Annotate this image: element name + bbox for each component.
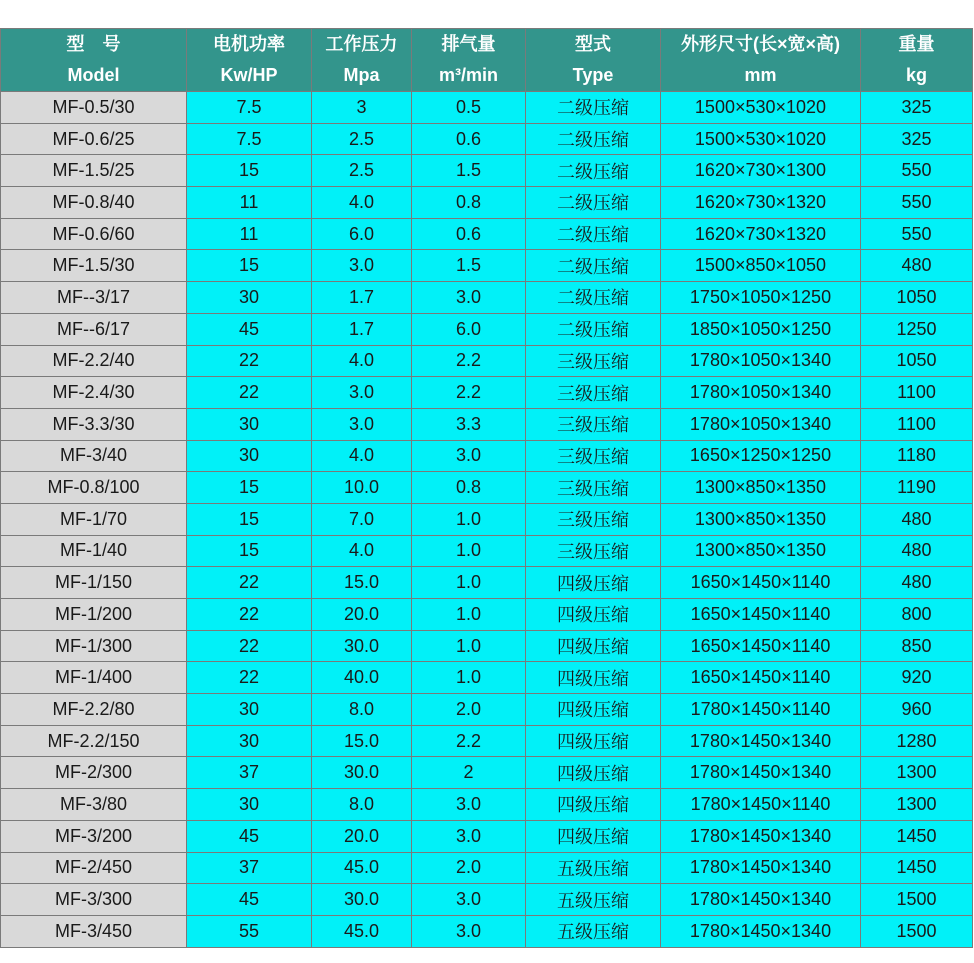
cell-dimensions: 1620×730×1320 — [661, 218, 861, 250]
cell-weight: 800 — [861, 599, 973, 631]
table-row — [1, 282, 973, 314]
cell-working-pressure: 1.7 — [312, 313, 412, 345]
cell-air-displacement: 1.5 — [412, 155, 526, 187]
cell-motor-power: 22 — [187, 630, 312, 662]
table-row — [1, 503, 973, 535]
cell-type: 四级压缩 — [526, 757, 661, 789]
cell-weight: 1300 — [861, 789, 973, 821]
cell-motor-power: 11 — [187, 218, 312, 250]
cell-air-displacement: 0.6 — [412, 123, 526, 155]
table-row — [1, 440, 973, 472]
cell-air-displacement: 2.2 — [412, 345, 526, 377]
cell-weight: 1100 — [861, 377, 973, 409]
cell-type: 二级压缩 — [526, 282, 661, 314]
cell-motor-power: 45 — [187, 884, 312, 916]
cell-dimensions: 1780×1050×1340 — [661, 345, 861, 377]
cell-type: 四级压缩 — [526, 694, 661, 726]
cell-model: MF-2.2/150 — [1, 725, 187, 757]
cell-motor-power: 7.5 — [187, 92, 312, 124]
cell-weight: 1250 — [861, 313, 973, 345]
cell-type: 二级压缩 — [526, 123, 661, 155]
cell-working-pressure: 3.0 — [312, 408, 412, 440]
cell-model: MF-2.2/80 — [1, 694, 187, 726]
cell-model: MF-1/200 — [1, 599, 187, 631]
cell-dimensions: 1780×1450×1140 — [661, 789, 861, 821]
cell-dimensions: 1620×730×1300 — [661, 155, 861, 187]
cell-motor-power: 11 — [187, 187, 312, 219]
cell-type: 四级压缩 — [526, 820, 661, 852]
cell-weight: 480 — [861, 250, 973, 282]
table-row — [1, 884, 973, 916]
cell-dimensions: 1780×1450×1340 — [661, 884, 861, 916]
cell-working-pressure: 20.0 — [312, 599, 412, 631]
cell-model: MF-2.4/30 — [1, 377, 187, 409]
header-working-pressure — [312, 29, 412, 92]
table-row — [1, 694, 973, 726]
cell-working-pressure: 10.0 — [312, 472, 412, 504]
cell-model: MF-3/40 — [1, 440, 187, 472]
cell-air-displacement: 2.0 — [412, 852, 526, 884]
cell-weight: 920 — [861, 662, 973, 694]
cell-working-pressure: 15.0 — [312, 567, 412, 599]
cell-model: MF-2.2/40 — [1, 345, 187, 377]
cell-air-displacement: 1.0 — [412, 535, 526, 567]
cell-dimensions: 1780×1450×1340 — [661, 915, 861, 947]
cell-air-displacement: 6.0 — [412, 313, 526, 345]
cell-type: 三级压缩 — [526, 408, 661, 440]
cell-working-pressure: 3.0 — [312, 377, 412, 409]
table-row — [1, 789, 973, 821]
cell-motor-power: 30 — [187, 725, 312, 757]
cell-weight: 1450 — [861, 820, 973, 852]
cell-weight: 480 — [861, 535, 973, 567]
cell-model: MF-3/450 — [1, 915, 187, 947]
table-row — [1, 915, 973, 947]
cell-type: 四级压缩 — [526, 662, 661, 694]
cell-type: 四级压缩 — [526, 725, 661, 757]
cell-model: MF-1/40 — [1, 535, 187, 567]
cell-air-displacement: 3.3 — [412, 408, 526, 440]
cell-dimensions: 1300×850×1350 — [661, 503, 861, 535]
cell-type: 二级压缩 — [526, 155, 661, 187]
cell-model: MF-2/450 — [1, 852, 187, 884]
cell-dimensions: 1750×1050×1250 — [661, 282, 861, 314]
cell-working-pressure: 1.7 — [312, 282, 412, 314]
cell-dimensions: 1500×530×1020 — [661, 92, 861, 124]
cell-dimensions: 1650×1250×1250 — [661, 440, 861, 472]
cell-motor-power: 15 — [187, 503, 312, 535]
cell-motor-power: 22 — [187, 599, 312, 631]
cell-working-pressure: 4.0 — [312, 440, 412, 472]
cell-type: 二级压缩 — [526, 92, 661, 124]
cell-air-displacement: 2.0 — [412, 694, 526, 726]
cell-weight: 1300 — [861, 757, 973, 789]
cell-air-displacement: 3.0 — [412, 820, 526, 852]
cell-working-pressure: 30.0 — [312, 757, 412, 789]
table-row — [1, 345, 973, 377]
header-model-en: Model — [67, 65, 120, 85]
table-row — [1, 567, 973, 599]
cell-air-displacement: 2 — [412, 757, 526, 789]
cell-type: 四级压缩 — [526, 599, 661, 631]
table-row — [1, 852, 973, 884]
cell-motor-power: 22 — [187, 567, 312, 599]
cell-motor-power: 7.5 — [187, 123, 312, 155]
cell-air-displacement: 0.6 — [412, 218, 526, 250]
cell-weight: 1050 — [861, 345, 973, 377]
cell-working-pressure: 4.0 — [312, 535, 412, 567]
cell-model: MF-0.5/30 — [1, 92, 187, 124]
table-row — [1, 630, 973, 662]
cell-weight: 480 — [861, 567, 973, 599]
cell-air-displacement: 1.0 — [412, 630, 526, 662]
cell-dimensions: 1650×1450×1140 — [661, 630, 861, 662]
header-row — [1, 29, 973, 92]
header-air-displacement-zh: 排气量 — [441, 34, 496, 54]
cell-dimensions: 1650×1450×1140 — [661, 599, 861, 631]
cell-air-displacement: 0.8 — [412, 187, 526, 219]
cell-type: 二级压缩 — [526, 218, 661, 250]
cell-dimensions: 1500×850×1050 — [661, 250, 861, 282]
cell-air-displacement: 1.0 — [412, 503, 526, 535]
table-body — [1, 92, 973, 948]
cell-air-displacement: 1.5 — [412, 250, 526, 282]
header-weight — [861, 29, 973, 92]
cell-weight: 850 — [861, 630, 973, 662]
cell-dimensions: 1780×1450×1340 — [661, 725, 861, 757]
header-weight-zh: 重量 — [898, 34, 935, 54]
cell-air-displacement: 3.0 — [412, 915, 526, 947]
cell-type: 三级压缩 — [526, 440, 661, 472]
cell-model: MF--3/17 — [1, 282, 187, 314]
cell-weight: 1500 — [861, 915, 973, 947]
table-row — [1, 535, 973, 567]
cell-model: MF-1/150 — [1, 567, 187, 599]
cell-air-displacement: 0.5 — [412, 92, 526, 124]
cell-model: MF-1.5/30 — [1, 250, 187, 282]
table-row — [1, 250, 973, 282]
cell-motor-power: 37 — [187, 852, 312, 884]
cell-type: 三级压缩 — [526, 503, 661, 535]
cell-weight: 325 — [861, 123, 973, 155]
cell-weight: 1050 — [861, 282, 973, 314]
cell-model: MF-0.6/60 — [1, 218, 187, 250]
cell-dimensions: 1780×1050×1340 — [661, 377, 861, 409]
cell-model: MF-2/300 — [1, 757, 187, 789]
cell-motor-power: 45 — [187, 820, 312, 852]
cell-model: MF--6/17 — [1, 313, 187, 345]
cell-working-pressure: 45.0 — [312, 852, 412, 884]
cell-motor-power: 15 — [187, 472, 312, 504]
table-header — [1, 29, 973, 92]
cell-motor-power: 15 — [187, 250, 312, 282]
table-row — [1, 155, 973, 187]
header-motor-power-en: Kw/HP — [220, 65, 278, 85]
cell-air-displacement: 3.0 — [412, 789, 526, 821]
cell-working-pressure: 2.5 — [312, 155, 412, 187]
header-working-pressure-zh: 工作压力 — [325, 34, 398, 54]
cell-air-displacement: 2.2 — [412, 377, 526, 409]
cell-weight: 1100 — [861, 408, 973, 440]
table-row — [1, 377, 973, 409]
cell-working-pressure: 8.0 — [312, 789, 412, 821]
cell-motor-power: 45 — [187, 313, 312, 345]
cell-model: MF-3/80 — [1, 789, 187, 821]
header-weight-en: kg — [905, 65, 927, 85]
table-row — [1, 187, 973, 219]
cell-air-displacement: 1.0 — [412, 599, 526, 631]
cell-working-pressure: 30.0 — [312, 630, 412, 662]
cell-weight: 325 — [861, 92, 973, 124]
cell-working-pressure: 20.0 — [312, 820, 412, 852]
cell-air-displacement: 3.0 — [412, 282, 526, 314]
cell-dimensions: 1850×1050×1250 — [661, 313, 861, 345]
cell-weight: 1500 — [861, 884, 973, 916]
cell-dimensions: 1500×530×1020 — [661, 123, 861, 155]
cell-working-pressure: 3 — [312, 92, 412, 124]
cell-type: 三级压缩 — [526, 377, 661, 409]
cell-air-displacement: 1.0 — [412, 567, 526, 599]
cell-type: 二级压缩 — [526, 187, 661, 219]
cell-working-pressure: 40.0 — [312, 662, 412, 694]
cell-motor-power: 37 — [187, 757, 312, 789]
cell-model: MF-0.6/25 — [1, 123, 187, 155]
cell-model: MF-3/300 — [1, 884, 187, 916]
cell-weight: 1190 — [861, 472, 973, 504]
header-dimensions-zh: 外形尺寸(长×宽×高) — [680, 34, 840, 54]
cell-type: 三级压缩 — [526, 472, 661, 504]
cell-air-displacement: 0.8 — [412, 472, 526, 504]
cell-working-pressure: 45.0 — [312, 915, 412, 947]
compressor-spec-table — [0, 28, 973, 948]
header-working-pressure-en: Mpa — [343, 65, 380, 85]
cell-type: 二级压缩 — [526, 313, 661, 345]
cell-motor-power: 55 — [187, 915, 312, 947]
cell-working-pressure: 7.0 — [312, 503, 412, 535]
header-air-displacement-en: m³/min — [438, 65, 498, 85]
table-row — [1, 408, 973, 440]
cell-model: MF-1.5/25 — [1, 155, 187, 187]
cell-motor-power: 30 — [187, 440, 312, 472]
cell-weight: 1450 — [861, 852, 973, 884]
cell-dimensions: 1650×1450×1140 — [661, 662, 861, 694]
cell-motor-power: 22 — [187, 345, 312, 377]
table-row — [1, 757, 973, 789]
cell-motor-power: 30 — [187, 694, 312, 726]
cell-dimensions: 1780×1050×1340 — [661, 408, 861, 440]
cell-model: MF-0.8/100 — [1, 472, 187, 504]
table-row — [1, 599, 973, 631]
cell-dimensions: 1780×1450×1140 — [661, 694, 861, 726]
cell-motor-power: 15 — [187, 155, 312, 187]
header-type-en: Type — [572, 65, 614, 85]
header-type — [526, 29, 661, 92]
cell-air-displacement: 2.2 — [412, 725, 526, 757]
header-air-displacement — [412, 29, 526, 92]
cell-dimensions: 1780×1450×1340 — [661, 820, 861, 852]
table-row — [1, 218, 973, 250]
cell-motor-power: 22 — [187, 662, 312, 694]
cell-model: MF-3.3/30 — [1, 408, 187, 440]
cell-type: 四级压缩 — [526, 789, 661, 821]
header-motor-power-zh: 电机功率 — [213, 34, 285, 54]
cell-working-pressure: 6.0 — [312, 218, 412, 250]
cell-model: MF-1/70 — [1, 503, 187, 535]
cell-air-displacement: 1.0 — [412, 662, 526, 694]
cell-dimensions: 1650×1450×1140 — [661, 567, 861, 599]
cell-weight: 550 — [861, 155, 973, 187]
cell-air-displacement: 3.0 — [412, 440, 526, 472]
cell-motor-power: 30 — [187, 282, 312, 314]
cell-model: MF-1/300 — [1, 630, 187, 662]
cell-working-pressure: 8.0 — [312, 694, 412, 726]
cell-dimensions: 1780×1450×1340 — [661, 757, 861, 789]
cell-type: 五级压缩 — [526, 852, 661, 884]
cell-model: MF-3/200 — [1, 820, 187, 852]
cell-dimensions: 1300×850×1350 — [661, 472, 861, 504]
cell-type: 五级压缩 — [526, 884, 661, 916]
table-row — [1, 725, 973, 757]
header-dimensions — [661, 29, 861, 92]
cell-working-pressure: 4.0 — [312, 187, 412, 219]
cell-type: 三级压缩 — [526, 345, 661, 377]
cell-air-displacement: 3.0 — [412, 884, 526, 916]
header-model — [1, 29, 187, 92]
cell-type: 四级压缩 — [526, 567, 661, 599]
cell-working-pressure: 4.0 — [312, 345, 412, 377]
cell-motor-power: 30 — [187, 408, 312, 440]
cell-weight: 550 — [861, 218, 973, 250]
cell-working-pressure: 15.0 — [312, 725, 412, 757]
cell-motor-power: 15 — [187, 535, 312, 567]
cell-type: 四级压缩 — [526, 630, 661, 662]
cell-type: 二级压缩 — [526, 250, 661, 282]
table-row — [1, 472, 973, 504]
cell-weight: 1180 — [861, 440, 973, 472]
table-row — [1, 313, 973, 345]
header-type-zh: 型式 — [575, 34, 611, 54]
header-model-zh: 型 号 — [66, 34, 121, 54]
cell-model: MF-1/400 — [1, 662, 187, 694]
cell-model: MF-0.8/40 — [1, 187, 187, 219]
table-row — [1, 123, 973, 155]
header-dimensions-en: mm — [744, 65, 777, 85]
cell-motor-power: 30 — [187, 789, 312, 821]
cell-working-pressure: 30.0 — [312, 884, 412, 916]
table-row — [1, 92, 973, 124]
cell-weight: 1280 — [861, 725, 973, 757]
cell-weight: 960 — [861, 694, 973, 726]
cell-dimensions: 1300×850×1350 — [661, 535, 861, 567]
cell-weight: 480 — [861, 503, 973, 535]
table-row — [1, 820, 973, 852]
cell-weight: 550 — [861, 187, 973, 219]
header-motor-power — [187, 29, 312, 92]
cell-dimensions: 1620×730×1320 — [661, 187, 861, 219]
cell-working-pressure: 3.0 — [312, 250, 412, 282]
cell-type: 五级压缩 — [526, 915, 661, 947]
table-row — [1, 662, 973, 694]
cell-type: 三级压缩 — [526, 535, 661, 567]
cell-working-pressure: 2.5 — [312, 123, 412, 155]
cell-motor-power: 22 — [187, 377, 312, 409]
cell-dimensions: 1780×1450×1340 — [661, 852, 861, 884]
